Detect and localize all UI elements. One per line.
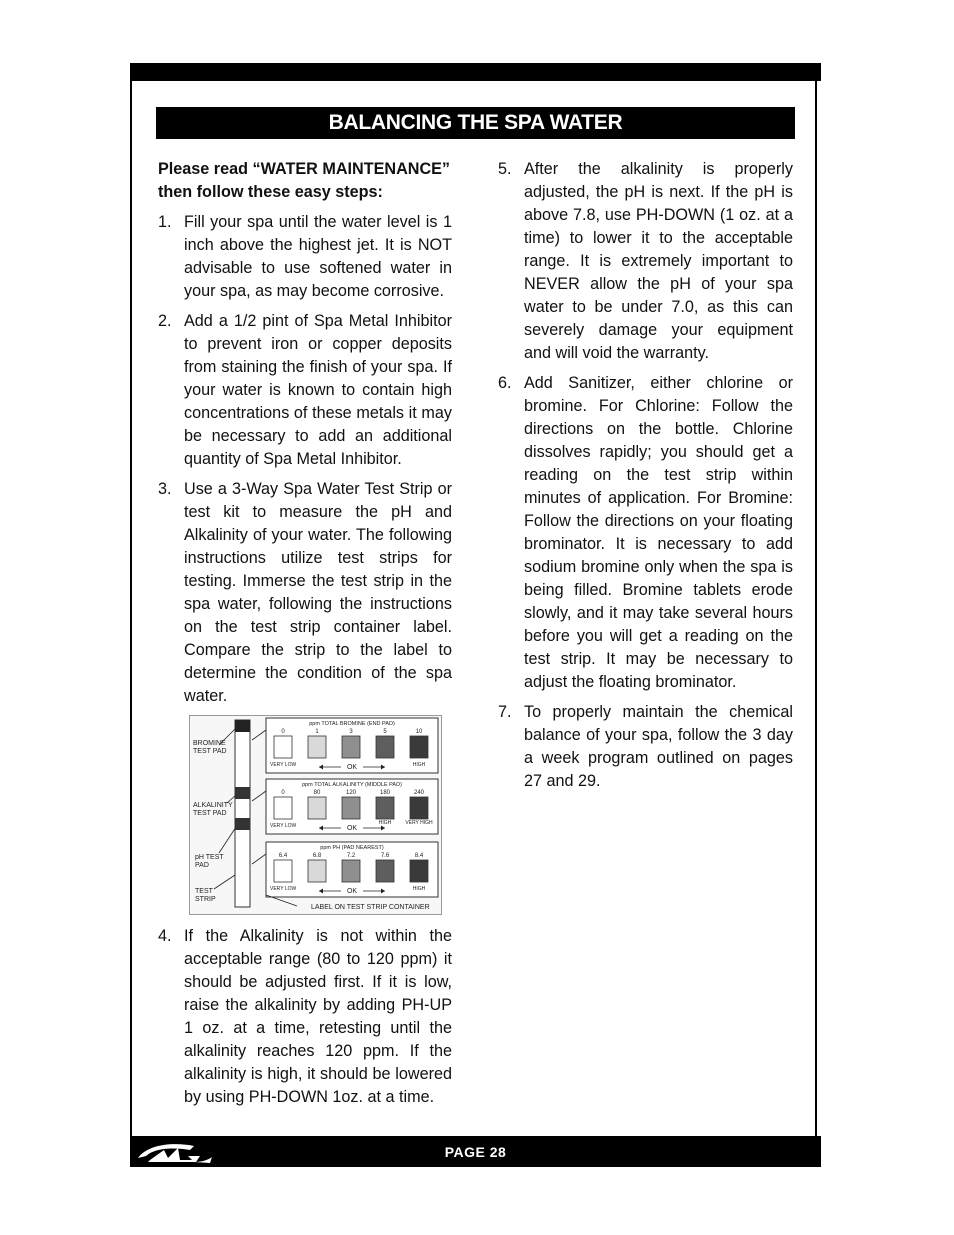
- bromine-pad: [235, 720, 250, 732]
- panel-value-label: 80: [313, 790, 321, 796]
- step-number: 4.: [158, 927, 172, 945]
- step-text: To properly maintain the chemical balance of your spa, follow the 3 day a week program outlined on pages 27 and 29.: [524, 703, 793, 790]
- step-item: [158, 925, 452, 1109]
- strip-label: TEST STRIP: [195, 888, 216, 903]
- ph-pad: [235, 818, 250, 830]
- step-text: Add Sanitizer, either chlorine or bromine. For Chlorine: Follow the directions on the bottle. Chlorine dissolves rapidly; you should get a reading on the test strip within minutes of application. For Bromine: Follow the directions on your floating brominator. It is necessary to add sodium bromine only when the spa is being filled. Bromine tablets erode slowly, and it may take several hours before you will get a reading on the test strip. It may be necessary to adjust the floating brominator.: [524, 374, 793, 691]
- panel-value-label: 120: [345, 790, 357, 796]
- step-item: [498, 158, 793, 365]
- page-title: BALANCING THE SPA WATER: [156, 107, 795, 139]
- step-item: [498, 701, 793, 793]
- step-number: 5.: [498, 160, 512, 178]
- color-swatch: [342, 797, 360, 819]
- color-swatch: [410, 797, 428, 819]
- step-item: [498, 372, 793, 694]
- panel-value-label: 10: [415, 729, 423, 735]
- color-swatch: [274, 736, 292, 758]
- color-swatch: [376, 797, 394, 819]
- color-swatch: [376, 860, 394, 882]
- panel-ok-label: OK: [346, 764, 358, 771]
- panel-low-label: VERY LOW: [270, 762, 297, 768]
- panel-value-label: 0: [281, 729, 285, 735]
- step-number: 3.: [158, 480, 172, 498]
- step-text: Fill your spa until the water level is 1 inch above the highest jet. It is NOT advisable to use softened water in your spa, as may become corrosive.: [184, 213, 452, 300]
- color-swatch: [376, 736, 394, 758]
- color-swatch: [274, 860, 292, 882]
- panel-title: ppm PH (PAD NEAREST): [320, 845, 384, 851]
- panel-low-label: VERY LOW: [270, 823, 297, 829]
- panel-low-label: VERY LOW: [270, 886, 297, 892]
- panel-value-label: 3: [349, 729, 353, 735]
- step-text: Use a 3-Way Spa Water Test Strip or test kit to measure the pH and Alkalinity of your water. The following instructions utilize test strips for testing. Immerse the test strip in the spa water, following the instructions on the test strip container label. Compare the strip to the label to determine the condition of the spa water.: [184, 480, 452, 705]
- panel-value-label: 6.8: [312, 853, 322, 859]
- ph-pad-label: pH TEST PAD: [195, 854, 224, 869]
- test-strip: [235, 720, 250, 907]
- step-item: [158, 478, 452, 708]
- step-text: Add a 1/2 pint of Spa Metal Inhibitor to prevent iron or copper deposits from staining the finish of your spa. If your water is known to contain high concentrations of these metals it may be necessary to add an additional quantity of Spa Metal Inhibitor.: [184, 312, 452, 468]
- test-strip-diagram: [189, 715, 442, 915]
- color-swatch: [342, 736, 360, 758]
- step-number: 7.: [498, 703, 512, 721]
- panel-ok-label: OK: [346, 825, 358, 832]
- panel-title: ppm TOTAL BROMINE (END PAD): [309, 721, 395, 727]
- step-item: [158, 310, 452, 471]
- panel-high-label: HIGH: [412, 886, 426, 892]
- step-number: 2.: [158, 312, 172, 330]
- color-swatch: [308, 736, 326, 758]
- panel-high-label: HIGH: [412, 762, 426, 768]
- intro-text: Please read “WATER MAINTENANCE” then follow these easy steps:: [158, 160, 451, 201]
- panel-value-label: 5: [383, 729, 387, 735]
- bromine-pad-label: BROMINE TEST PAD: [193, 740, 227, 755]
- step-number: 1.: [158, 213, 172, 231]
- step-text: If the Alkalinity is not within the acceptable range (80 to 120 ppm) it should be adjusted first. If it is low, raise the alkalinity by adding PH-UP 1 oz. at a time, retesting until the alkalinity reaches 120 ppm. If the alkalinity is high, it should be lowered by using PH-DOWN 1oz. at a time.: [184, 927, 452, 1106]
- container-label: LABEL ON TEST STRIP CONTAINER: [311, 904, 430, 911]
- panel-value-label: 7.2: [346, 853, 356, 859]
- alkalinity-pad-label: ALKALINITY TEST PAD: [193, 802, 233, 817]
- step-text: After the alkalinity is properly adjusted, the pH is next. If the pH is above 7.8, use PH-DOWN (1 oz. at a time) to lower it to the acceptable range. It is extremely important to NEVER allow the pH of your spa water to be under 7.0, as this can severely damage your equipment and will void the warranty.: [524, 160, 793, 362]
- panel-value-label: 8.4: [414, 853, 424, 859]
- panel-value-label: 6.4: [278, 853, 288, 859]
- right-column: [498, 158, 793, 800]
- color-swatch: [410, 736, 428, 758]
- color-swatch: [308, 797, 326, 819]
- panel-very-high-label: VERY HIGH: [405, 820, 433, 826]
- step-number: 6.: [498, 374, 512, 392]
- panel-value-label: 7.6: [380, 853, 390, 859]
- color-swatch: [342, 860, 360, 882]
- panel-value-label: 180: [379, 790, 391, 796]
- panel-ok-label: OK: [346, 888, 358, 895]
- panel-value-label: 0: [281, 790, 285, 796]
- color-swatch: [410, 860, 428, 882]
- panel-high-label: HIGH: [378, 820, 392, 826]
- color-swatch: [274, 797, 292, 819]
- footer-bar: [130, 1136, 821, 1167]
- panel-value-label: 240: [413, 790, 425, 796]
- step-item: [158, 211, 452, 303]
- page-number: PAGE 28: [444, 1144, 507, 1160]
- panel-title: ppm TOTAL ALKALINITY (MIDDLE PAD): [302, 782, 402, 788]
- color-swatch: [308, 860, 326, 882]
- panel-value-label: 1: [315, 729, 319, 735]
- left-column: [158, 158, 452, 1116]
- alkalinity-pad: [235, 787, 250, 799]
- test-strip-illustration: [189, 715, 442, 915]
